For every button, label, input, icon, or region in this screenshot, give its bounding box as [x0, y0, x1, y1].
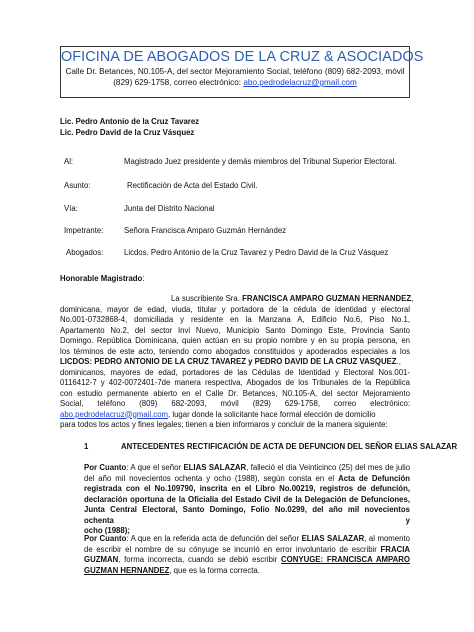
pc1-line: Junta Central Electoral, Santo Domingo, Folio No.0299, del año mil novecientos ochenta y — [84, 505, 410, 525]
field-al-value: Magistrado Juez presidente y demás miembros del Tribunal Superior Electoral. — [124, 157, 397, 166]
pc2-l3-t: , forma incorrecta, cuando se debió escribir — [118, 555, 282, 564]
lawyer-2: Lic. Pedro David de la Cruz Vásquez — [60, 128, 195, 137]
address-line2-prefix: (829) 629-1758, correo electrónico: — [113, 78, 244, 87]
intro-line: 0116412-7 y 402-0072401-7de manera respectiva, Abogados de los Tribunales de la República — [60, 378, 410, 387]
pc1-l2-b: Acta de Defunción — [338, 473, 410, 483]
field-impetrante-label: Impetrante: — [64, 226, 104, 235]
field-abogados-label: Abogados: — [66, 248, 104, 257]
intro-line: dominicana, mayor de edad, viuda, titular y portadora de la cédula de identidad y electoral — [60, 304, 410, 314]
pc1-l1-t1: : A que el señor — [126, 463, 184, 472]
pc1-l1-t2: , falleció el día Veinticinco (25) del mes de julio — [246, 463, 411, 472]
pc2-l3-bu: CONYUGE: FRANCISCA AMPARO — [281, 555, 410, 564]
intro-line: con estudio permanente abierto en el Calle Dr. Betances, N0.105-A, del sector Mejoramiento — [60, 388, 410, 398]
field-asunto-value: Rectificación de Acta del Estado Civil. — [127, 181, 258, 190]
field-via-value: Junta del Distrito Nacional — [124, 204, 215, 213]
intro-line: Apartamento No.2, del sector Invi Nuevo, Municipio Santo Domingo Este, Provincia Santo — [60, 325, 410, 335]
header-email-link[interactable]: abo.pedrodelacruz@gmail.com — [243, 78, 357, 87]
pc2-l2-b: FRACIA — [380, 544, 410, 554]
field-asunto-label: Asunto: — [64, 181, 91, 190]
pc1-l2-t: del año mil novecientos ochenta y ocho (1988), según consta en el — [84, 473, 339, 483]
pc2-l4-t: , que es la forma correcta. — [169, 565, 260, 575]
intro-line: No.001-0732868-4, domiciliada y residente en la Manzana A, Edificio No.6, Piso No.1, — [60, 315, 410, 324]
pc2-label: Por Cuanto — [84, 534, 127, 543]
intro-email-link[interactable]: abo.pedrodelacruz@gmail.com — [60, 409, 169, 419]
pc2-line — [84, 555, 410, 566]
office-title: OFICINA DE ABOGADOS DE LA CRUZ & ASOCIADOS — [61, 49, 424, 65]
intro-line — [60, 357, 410, 368]
letterhead-box — [60, 46, 424, 98]
office-address-line1: Calle Dr. Betances, N0.105-A, del sector Mejoramiento Social, teléfono (809) 682-2093, móvil — [65, 67, 405, 76]
salutation — [60, 274, 144, 285]
section-number: 1 — [84, 442, 89, 451]
section-title: ANTECEDENTES RECTIFICACIÓN DE ACTA DE DEFUNCION DEL SEÑOR ELIAS SALAZAR — [121, 442, 458, 451]
field-al-label: Al: — [64, 157, 74, 166]
pc2-line — [84, 545, 410, 556]
field-via-label: Vía: — [64, 204, 78, 213]
salutation-colon: : — [142, 274, 145, 283]
office-address-line2 — [61, 77, 409, 88]
field-abogados-value: Licdos. Pedro Antonio de la Cruz Tavarez y Pedro David de la Cruz Vásquez — [124, 248, 389, 257]
pc2-line — [84, 566, 410, 577]
salutation-text: Honorable Magistrado — [60, 274, 143, 283]
pc2-l3-b: GUZMAN — [84, 555, 119, 564]
office-address — [61, 66, 409, 88]
pc1-line — [84, 463, 410, 474]
lawyer-1: Lic. Pedro Antonio de la Cruz Tavarez — [60, 117, 200, 126]
intro-l7-post: ., — [396, 357, 401, 366]
intro-line: dominicanos, mayores de edad, portadores de las Cédulas de Identidad y Electoral Nos.001- — [60, 367, 410, 377]
pc1-line: registrada con el No.109790, inscrita en el Libro No.00219, registros de defunción, — [84, 484, 410, 493]
pc2-l2-t: de escribir el nombre de su cónyuge se incurrió en error involuntario de escribir — [84, 544, 381, 554]
intro-line — [60, 294, 414, 305]
intro-paragraph — [60, 294, 414, 431]
intro-line: para todos los actos y fines legales; tienen a bien informaros y concluir de la manera siguiente: — [60, 420, 388, 429]
intro-l12-post: , lugar donde la solicitante hace formal elección de domicilio — [168, 409, 376, 419]
pc1-line — [84, 474, 410, 485]
pc1-deceased-name: ELIAS SALAZAR — [183, 463, 247, 472]
pc2-line — [84, 534, 410, 545]
intro-line: los términos de este acto, teniendo como abogados constituidos y apoderados especiales a los — [60, 346, 410, 356]
pc2-l1-t1: : A que en la referida acta de defunción del señor — [126, 534, 302, 543]
pc2-l4-bu: GUZMAN HERNANDEZ — [84, 565, 170, 575]
por-cuanto-2 — [84, 534, 410, 576]
intro-l1-post: , — [411, 294, 414, 303]
pc1-label: Por Cuanto — [84, 463, 127, 472]
pc2-l1-t2: , al momento — [364, 534, 410, 543]
intro-lawyers-bold: LICDOS: PEDRO ANTONIO DE LA CRUZ TAVAREZ y PEDRO DAVID DE LA CRUZ VASQUEZ — [60, 357, 397, 366]
pc1-line: ocho (1988); — [84, 526, 130, 535]
intro-l1-pre: La suscribiente Sra. — [171, 294, 243, 303]
pc1-line: declaración oportuna de la Oficialía del Estado Civil de la Delegación de Defunciones, — [84, 494, 410, 504]
intro-line — [60, 410, 410, 421]
pc2-deceased-name: ELIAS SALAZAR — [301, 534, 365, 543]
por-cuanto-1 — [84, 463, 410, 537]
intro-client-name: FRANCISCA AMPARO GUZMAN HERNANDEZ — [242, 294, 412, 303]
field-impetrante-value: Señora Francisca Amparo Guzmán Hernández — [124, 226, 287, 235]
intro-line: Domingo. República Dominicana, quien actúan en su propio nombre y en su propia persona, en — [60, 336, 410, 345]
intro-line: Social, teléfono (809) 682-2093, móvil (829) 629-1758, correo electrónico: — [60, 399, 410, 408]
